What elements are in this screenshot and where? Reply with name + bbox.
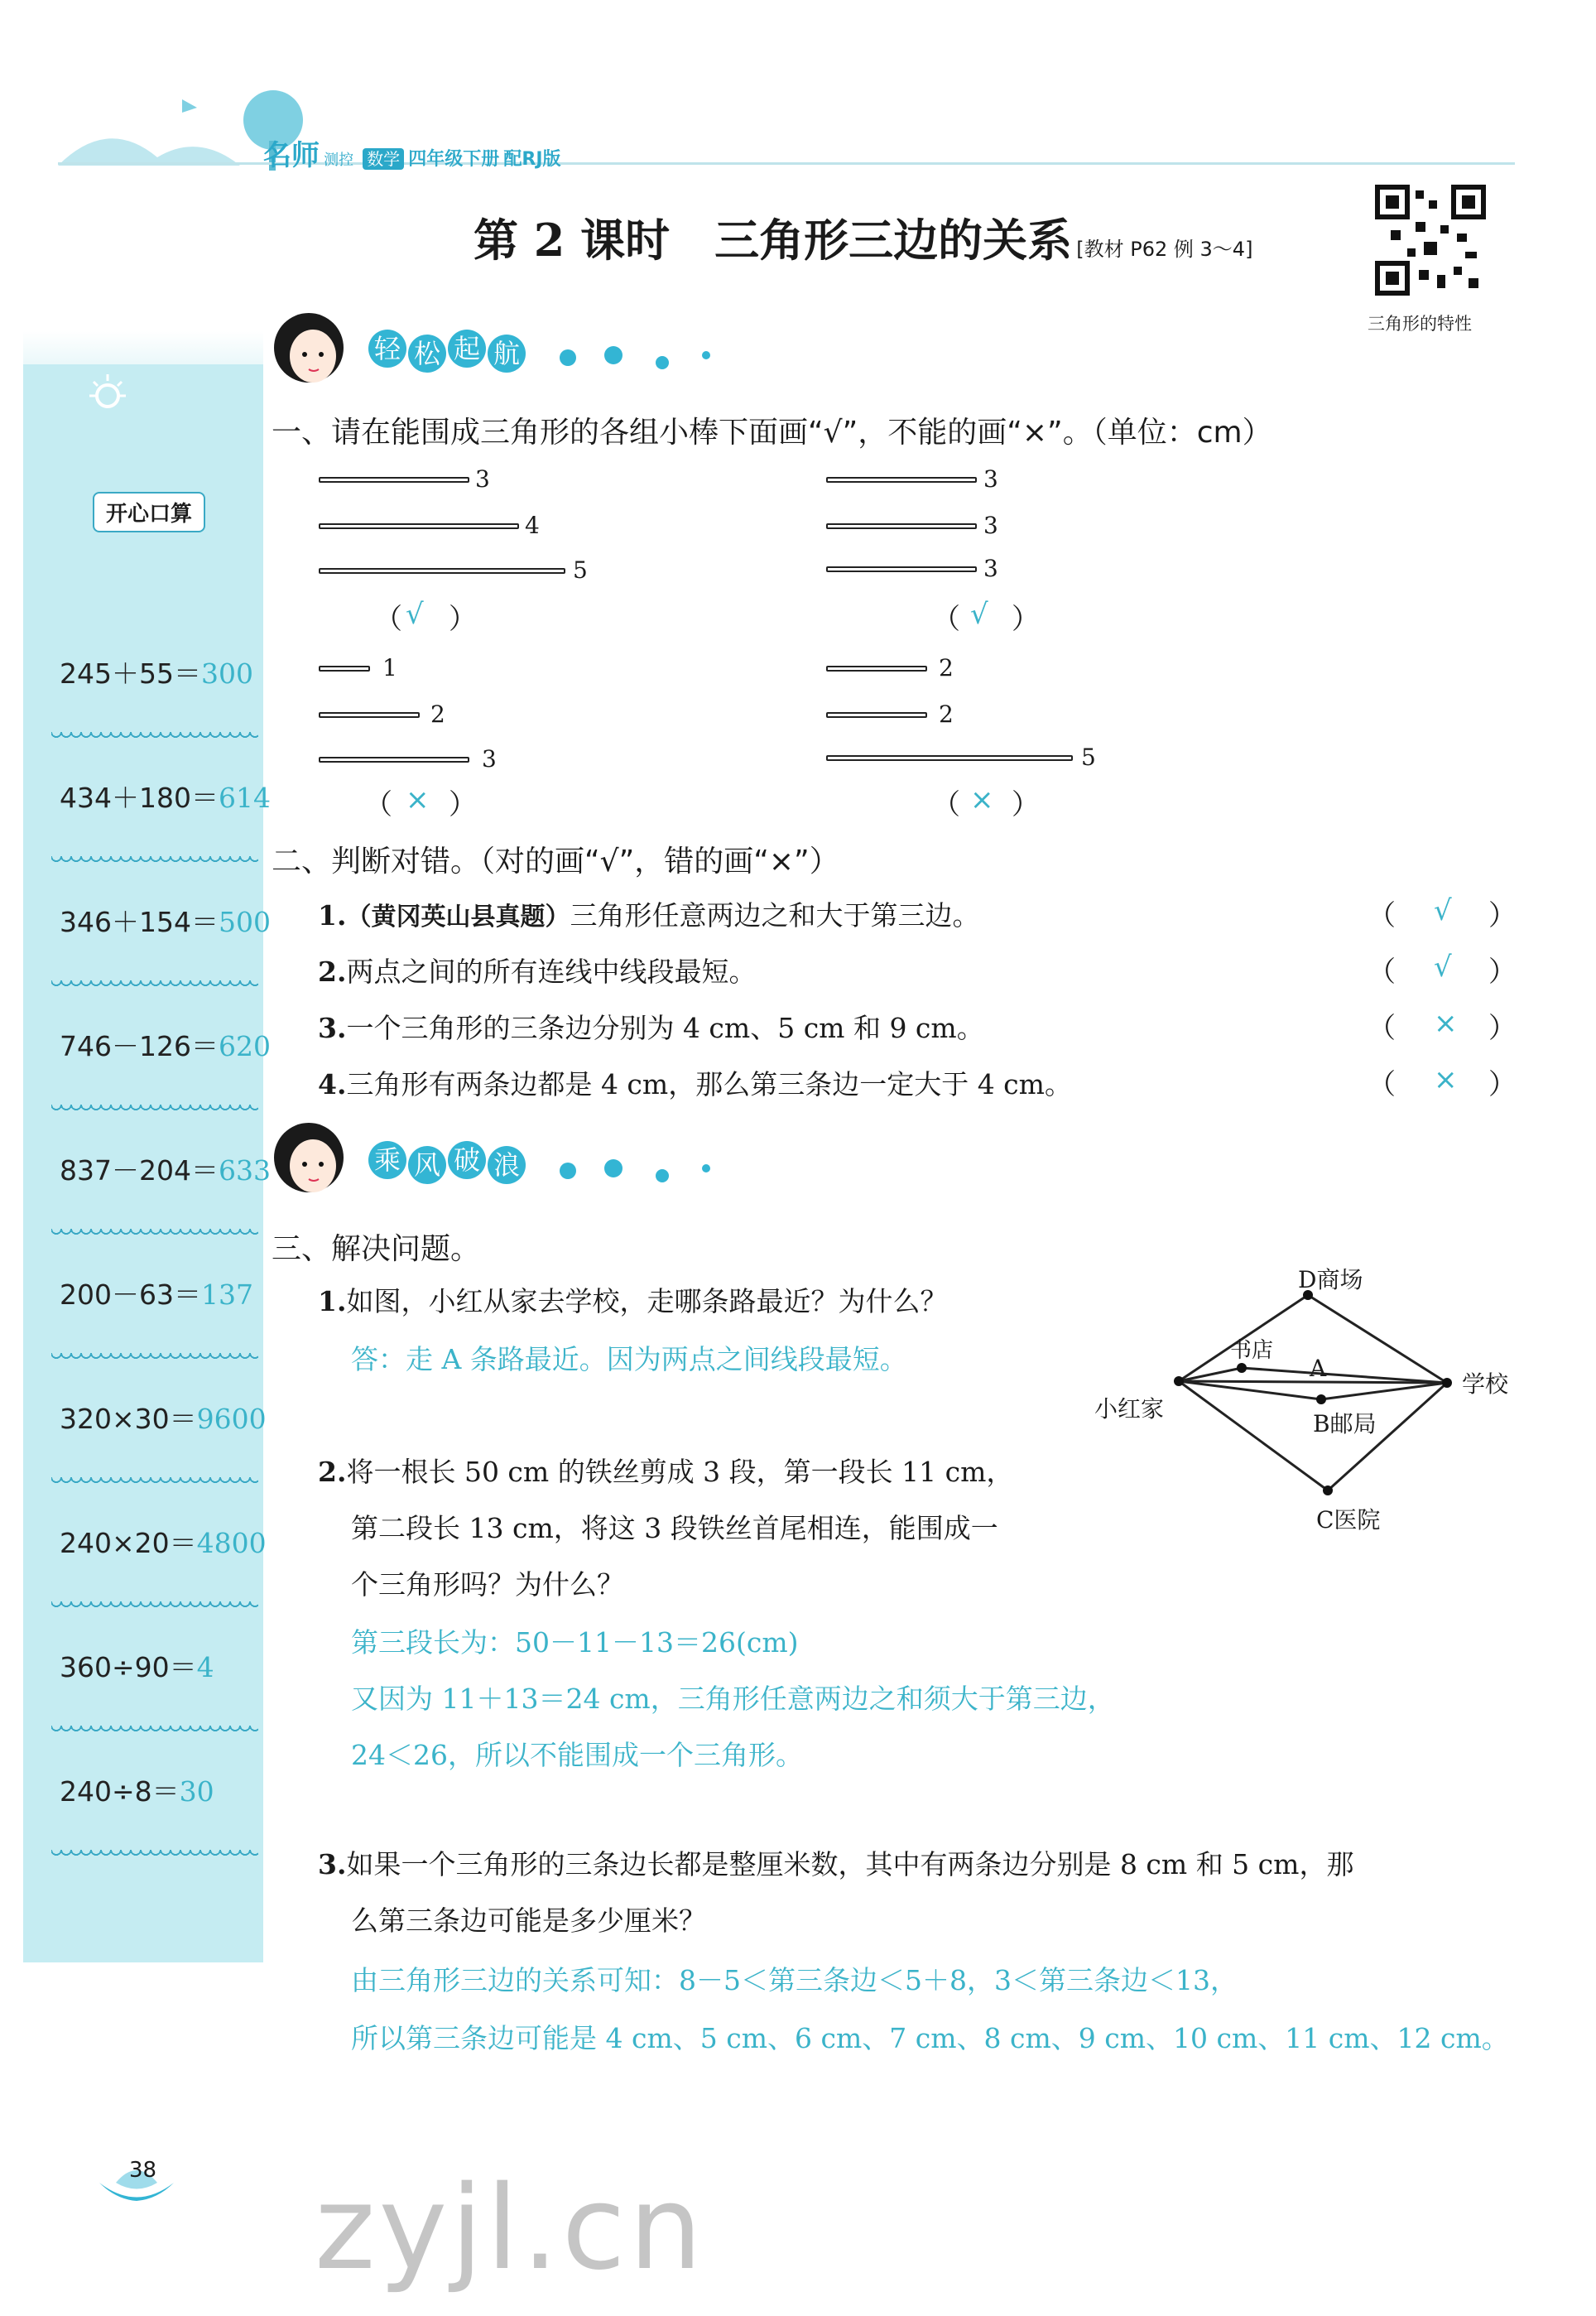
answer-paren: ） (1488, 956, 1517, 989)
answer-mark: × (1434, 1063, 1458, 1096)
judgement-item: 1.（黄冈英山县真题）三角形任意两边之和大于第三边。 (318, 899, 980, 932)
page-number: 38 (129, 2158, 157, 2183)
answer-paren: ） (1488, 1012, 1517, 1045)
stick (826, 666, 927, 672)
divider (51, 1726, 258, 1736)
part2-title: 二、判断对错。（对的画“√”，错的画“×”） (272, 845, 839, 879)
calc-answer: 620 (218, 1030, 271, 1062)
banner-char: 浪 (488, 1146, 526, 1184)
brand-sub: 测控 (324, 152, 354, 169)
stick (319, 757, 469, 763)
stick-length: 2 (939, 701, 954, 728)
problem-2-question-line: 个三角形吗？为什么？ (351, 1568, 624, 1601)
calc-item: 245＋55＝300 (60, 657, 253, 690)
answer-paren: ） (1012, 788, 1040, 821)
calc-answer: 300 (200, 657, 253, 690)
judgement-item: 4.三角形有两条边都是 4 cm，那么第三条边一定大于 4 cm。 (318, 1068, 1072, 1100)
school-point (1442, 1378, 1452, 1388)
grade-label: 四年级下册 (408, 149, 500, 170)
route-b (1321, 1383, 1447, 1399)
stick-length: 5 (573, 556, 588, 584)
post-office-point (1316, 1394, 1326, 1404)
stick-length: 3 (983, 512, 998, 539)
stick (319, 712, 420, 718)
stick-length: 3 (475, 465, 490, 493)
answer-paren: （ (1368, 956, 1396, 989)
qr-code[interactable] (1374, 184, 1487, 296)
girl-avatar-icon (263, 1116, 354, 1207)
lesson-title-text: 第 2 课时 三角形三边的关系 (474, 214, 1073, 267)
answer-paren: ） (449, 788, 477, 821)
map-label-mall: D商场 (1298, 1266, 1363, 1293)
answer-paren: ） (1012, 603, 1040, 636)
answer-paren: （ (1368, 1068, 1396, 1101)
divider (51, 1477, 258, 1487)
answer-paren: （ (932, 603, 960, 636)
stick (319, 523, 519, 529)
calc-answer: 500 (218, 906, 271, 938)
calc-answer: 4800 (196, 1527, 267, 1559)
girl-avatar-icon (263, 306, 354, 397)
map-label-route-a: A (1310, 1355, 1327, 1382)
answer-mark: × (970, 783, 994, 816)
problem-1-question: 1.如图，小红从家去学校，走哪条路最近？为什么？ (318, 1285, 948, 1317)
calc-item: 240÷8＝30 (60, 1775, 214, 1808)
calc-answer: 30 (179, 1775, 214, 1808)
calc-answer: 137 (200, 1278, 253, 1311)
calc-answer: 9600 (196, 1403, 267, 1435)
problem-3-answer-line: 所以第三条边可能是 4 cm、5 cm、6 cm、7 cm、8 cm、9 cm、10 cm、11 cm、12 cm。 (351, 2022, 1509, 2054)
problem-2-answer-line: 又因为 11＋13＝24 cm，三角形任意两边之和须大于第三边， (351, 1683, 1115, 1715)
calc-item: 320×30＝9600 (60, 1403, 267, 1435)
stick-length: 3 (482, 745, 497, 773)
problem-2-question-line: 2.将一根长 50 cm 的铁丝剪成 3 段，第一段长 11 cm， (318, 1456, 1014, 1488)
answer-paren: （ (364, 788, 392, 821)
banner-dot (702, 351, 710, 359)
problem-3-answer-line: 由三角形三边的关系可知：8－5＜第三条边＜5＋8，3＜第三条边＜13， (351, 1964, 1238, 1996)
problem-3-question-line: 么第三条边可能是多少厘米？ (351, 1904, 706, 1937)
banner-dot (702, 1164, 710, 1172)
banner-char: 起 (448, 330, 486, 368)
banner-dot (656, 1169, 669, 1182)
map-label-school: 学校 (1462, 1370, 1509, 1398)
calc-answer: 4 (196, 1651, 214, 1683)
qr-caption: 三角形的特性 (1368, 314, 1472, 334)
edition-label: 配RJ版 (503, 149, 561, 170)
banner-char: 风 (408, 1146, 446, 1184)
brand-name: 名师 (263, 139, 320, 172)
map-label-bookstore: 书店 (1230, 1338, 1274, 1363)
lesson-title (474, 205, 1252, 269)
divider (51, 1105, 258, 1115)
calc-answer: 633 (218, 1154, 271, 1187)
map-label-hospital: C医院 (1316, 1506, 1381, 1534)
stick-length: 3 (983, 465, 998, 493)
divider (51, 1850, 258, 1860)
problem-2-question-line: 第二段长 13 cm，将这 3 段铁丝首尾相连，能围成一 (351, 1512, 998, 1544)
banner-char: 松 (408, 335, 446, 373)
problem-3-question-line: 3.如果一个三角形的三条边长都是整厘米数，其中有两条边分别是 8 cm 和 5 cm，那 (318, 1848, 1354, 1880)
stick (826, 523, 977, 529)
watermark: zyjl.cn (315, 2161, 706, 2296)
answer-mark: √ (1434, 894, 1452, 927)
subject-badge: 数学 (363, 148, 404, 170)
banner-dot (604, 346, 623, 364)
stick-length: 2 (430, 701, 445, 728)
answer-mark: √ (406, 598, 424, 631)
calc-item: 346＋154＝500 (60, 906, 271, 938)
problem-2-answer-line: 第三段长为：50－11－13＝26(cm) (351, 1626, 799, 1659)
divider (51, 1229, 258, 1239)
sun-icon (83, 371, 132, 421)
divider (51, 856, 258, 866)
divider (51, 732, 258, 742)
answer-paren: （ (374, 603, 402, 636)
banner-char: 破 (448, 1141, 486, 1179)
banner-char: 轻 (368, 330, 406, 368)
map-label-post-office: B邮局 (1313, 1410, 1377, 1437)
banner-dot (656, 356, 669, 369)
judgement-item: 3.一个三角形的三条边分别为 4 cm、5 cm 和 9 cm。 (318, 1012, 984, 1044)
stick (826, 566, 977, 572)
lesson-reference: [教材 P62 例 3～4] (1076, 238, 1253, 261)
calc-item: 240×20＝4800 (60, 1527, 267, 1559)
part1-title: 一、请在能围成三角形的各组小棒下面画“√”，不能的画“×”。（单位：cm） (272, 416, 1272, 450)
calc-item: 200－63＝137 (60, 1278, 253, 1311)
header-brand (263, 132, 561, 173)
answer-paren: ） (1488, 1068, 1517, 1101)
stick (319, 477, 469, 483)
answer-paren: （ (1368, 899, 1396, 932)
calc-item: 360÷90＝4 (60, 1651, 214, 1683)
stick-length: 2 (939, 654, 954, 681)
banner-dot (604, 1159, 623, 1177)
stick-length: 1 (382, 654, 397, 681)
home-point (1174, 1376, 1184, 1386)
banner-dot (560, 1163, 576, 1179)
banner-dot (560, 349, 576, 366)
answer-paren: ） (449, 603, 477, 636)
answer-mark: × (1434, 1007, 1458, 1040)
banner-char: 乘 (368, 1141, 406, 1179)
sidebar-heading: 开心口算 (93, 492, 205, 532)
answer-paren: （ (932, 788, 960, 821)
answer-mark: √ (1434, 951, 1452, 984)
answer-paren: （ (1368, 1012, 1396, 1045)
calc-answer: 614 (218, 782, 271, 814)
problem-1-answer: 答：走 A 条路最近。因为两点之间线段最短。 (351, 1343, 907, 1375)
calc-item: 837－204＝633 (60, 1154, 271, 1187)
answer-paren: ） (1488, 899, 1517, 932)
stick-length: 4 (525, 512, 540, 539)
calc-item: 434＋180＝614 (60, 782, 271, 814)
route-d (1308, 1295, 1447, 1383)
stick (826, 712, 927, 718)
judgement-item: 2.两点之间的所有连线中线段最短。 (318, 956, 757, 988)
answer-mark: √ (970, 598, 988, 631)
divider (51, 1601, 258, 1611)
answer-mark: × (406, 783, 430, 816)
divider (51, 980, 258, 990)
stick (319, 568, 565, 574)
stick (826, 477, 977, 483)
route-map-diagram (1093, 1267, 1523, 1548)
stick-length: 3 (983, 555, 998, 582)
problem-2-answer-line: 24＜26，所以不能围成一个三角形。 (351, 1739, 803, 1771)
banner-char: 航 (488, 335, 526, 373)
bookstore-point (1237, 1363, 1247, 1373)
part3-title: 三、解决问题。 (272, 1232, 481, 1266)
stick-length: 5 (1081, 744, 1096, 771)
divider (51, 1353, 258, 1363)
map-label-home: 小红家 (1094, 1395, 1165, 1423)
hospital-point (1323, 1485, 1333, 1495)
stick (319, 666, 370, 672)
stick (826, 755, 1073, 761)
calc-item: 746－126＝620 (60, 1030, 271, 1062)
